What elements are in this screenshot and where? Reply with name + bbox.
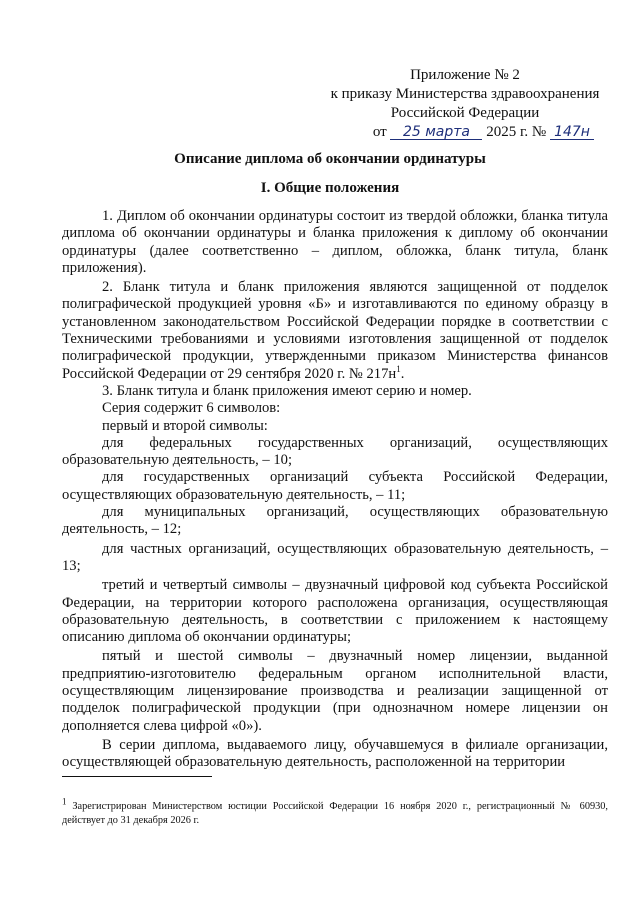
paragraph: пятый и шестой символы – двузначный номер лицензии, выданной предприятию-изготовителю федеральным органом исполнительной власти, осуществляющим лицензирование производства и реализации защищенной от подделок полиграфической продукции (при однозначном номере лицензии он дополняется слева цифрой «0»). xyxy=(62,648,608,734)
footnote-marker: 1 xyxy=(62,796,67,807)
appendix-header xyxy=(330,66,600,142)
appendix-ministry: Российской Федерации xyxy=(390,105,540,121)
paragraph-text: 2. Бланк титула и бланк приложения являются защищенной от подделок полиграфической продукцией уровня «Б» и изготавливаются по единому образцу в установленном законодательством Российской Федерации порядке в соответствии с Техническими требованиями и условиями изготовления защищенной от подделок полиграфической продукции, утвержденными приказом Министерства финансов Российской Федерации от 29 сентября 2020 г. № 217н xyxy=(62,279,608,382)
paragraph: для частных организаций, осуществляющих образовательную деятельность, – 13; xyxy=(62,540,608,574)
appendix-order-ref: к приказу Министерства здравоохранения xyxy=(330,86,600,102)
paragraph: 2. Бланк титула и бланк приложения являются защищенной от подделок полиграфической продукцией уровня «Б» и изготавливаются по единому образцу в установленном законодательством Российской Федерации порядке в соответствии с Техническими требованиями и условиями изготовления защищенной от подделок полиграфической продукции, утвержденными приказом Министерства финансов Российской Федерации от 29 сентября 2020 г. № $217н^1$. xyxy=(62,279,608,382)
paragraph: Серия содержит 6 символов: xyxy=(102,400,281,417)
paragraph: первый и второй символы: xyxy=(102,417,268,434)
footnote-separator xyxy=(62,776,212,777)
footnote-text: Зарегистрирован Министерством юстиции Российской Федерации 16 ноября 2020 г., регистрационный № 60930, действует до 31 декабря 2026 г. xyxy=(62,801,608,826)
document-body xyxy=(62,208,608,772)
date-prefix: от xyxy=(372,124,387,140)
handwritten-date: 25 марта xyxy=(390,125,482,140)
footnote xyxy=(62,796,608,828)
footnote-reference: 1 xyxy=(396,363,401,374)
date-year: 2025 г. № xyxy=(486,124,547,140)
paragraph: третий и четвертый символы – двузначный цифровой код субъекта Российской Федерации, на территории которого расположена организация, осуществляющая образовательную деятельность, в соответствии с приложением к настоящему описанию диплома об окончании ординатуры; xyxy=(62,577,608,646)
paragraph: 1. Диплом об окончании ординатуры состоит из твердой обложки, бланка титула диплома об окончании ординатуры и бланка приложения к диплому об окончании ординатуры (далее соответственно – диплом, обложка, бланк титула, бланк приложения). xyxy=(62,208,608,276)
paragraph: для муниципальных организаций, осуществляющих образовательную деятельность, – 12; xyxy=(62,504,608,538)
handwritten-order-number: 147н xyxy=(550,125,594,140)
document-title: Описание диплома об окончании ординатуры xyxy=(174,151,486,167)
order-date-line xyxy=(330,123,600,142)
paragraph: для федеральных государственных организаций, осуществляющих образовательную деятельность, – 10; xyxy=(62,434,608,469)
paragraph: В серии диплома, выдаваемого лицу, обучавшемуся в филиале организации, осуществляющей образовательную деятельность, расположенной на территории xyxy=(62,736,608,771)
paragraph: для государственных организаций субъекта Российской Федерации, осуществляющих образовательную деятельность, – 11; xyxy=(62,469,608,503)
section-title: I. Общие положения xyxy=(260,180,400,196)
paragraph: 3. Бланк титула и бланк приложения имеют серию и номер. xyxy=(102,382,472,399)
appendix-number: Приложение № 2 xyxy=(410,67,520,83)
